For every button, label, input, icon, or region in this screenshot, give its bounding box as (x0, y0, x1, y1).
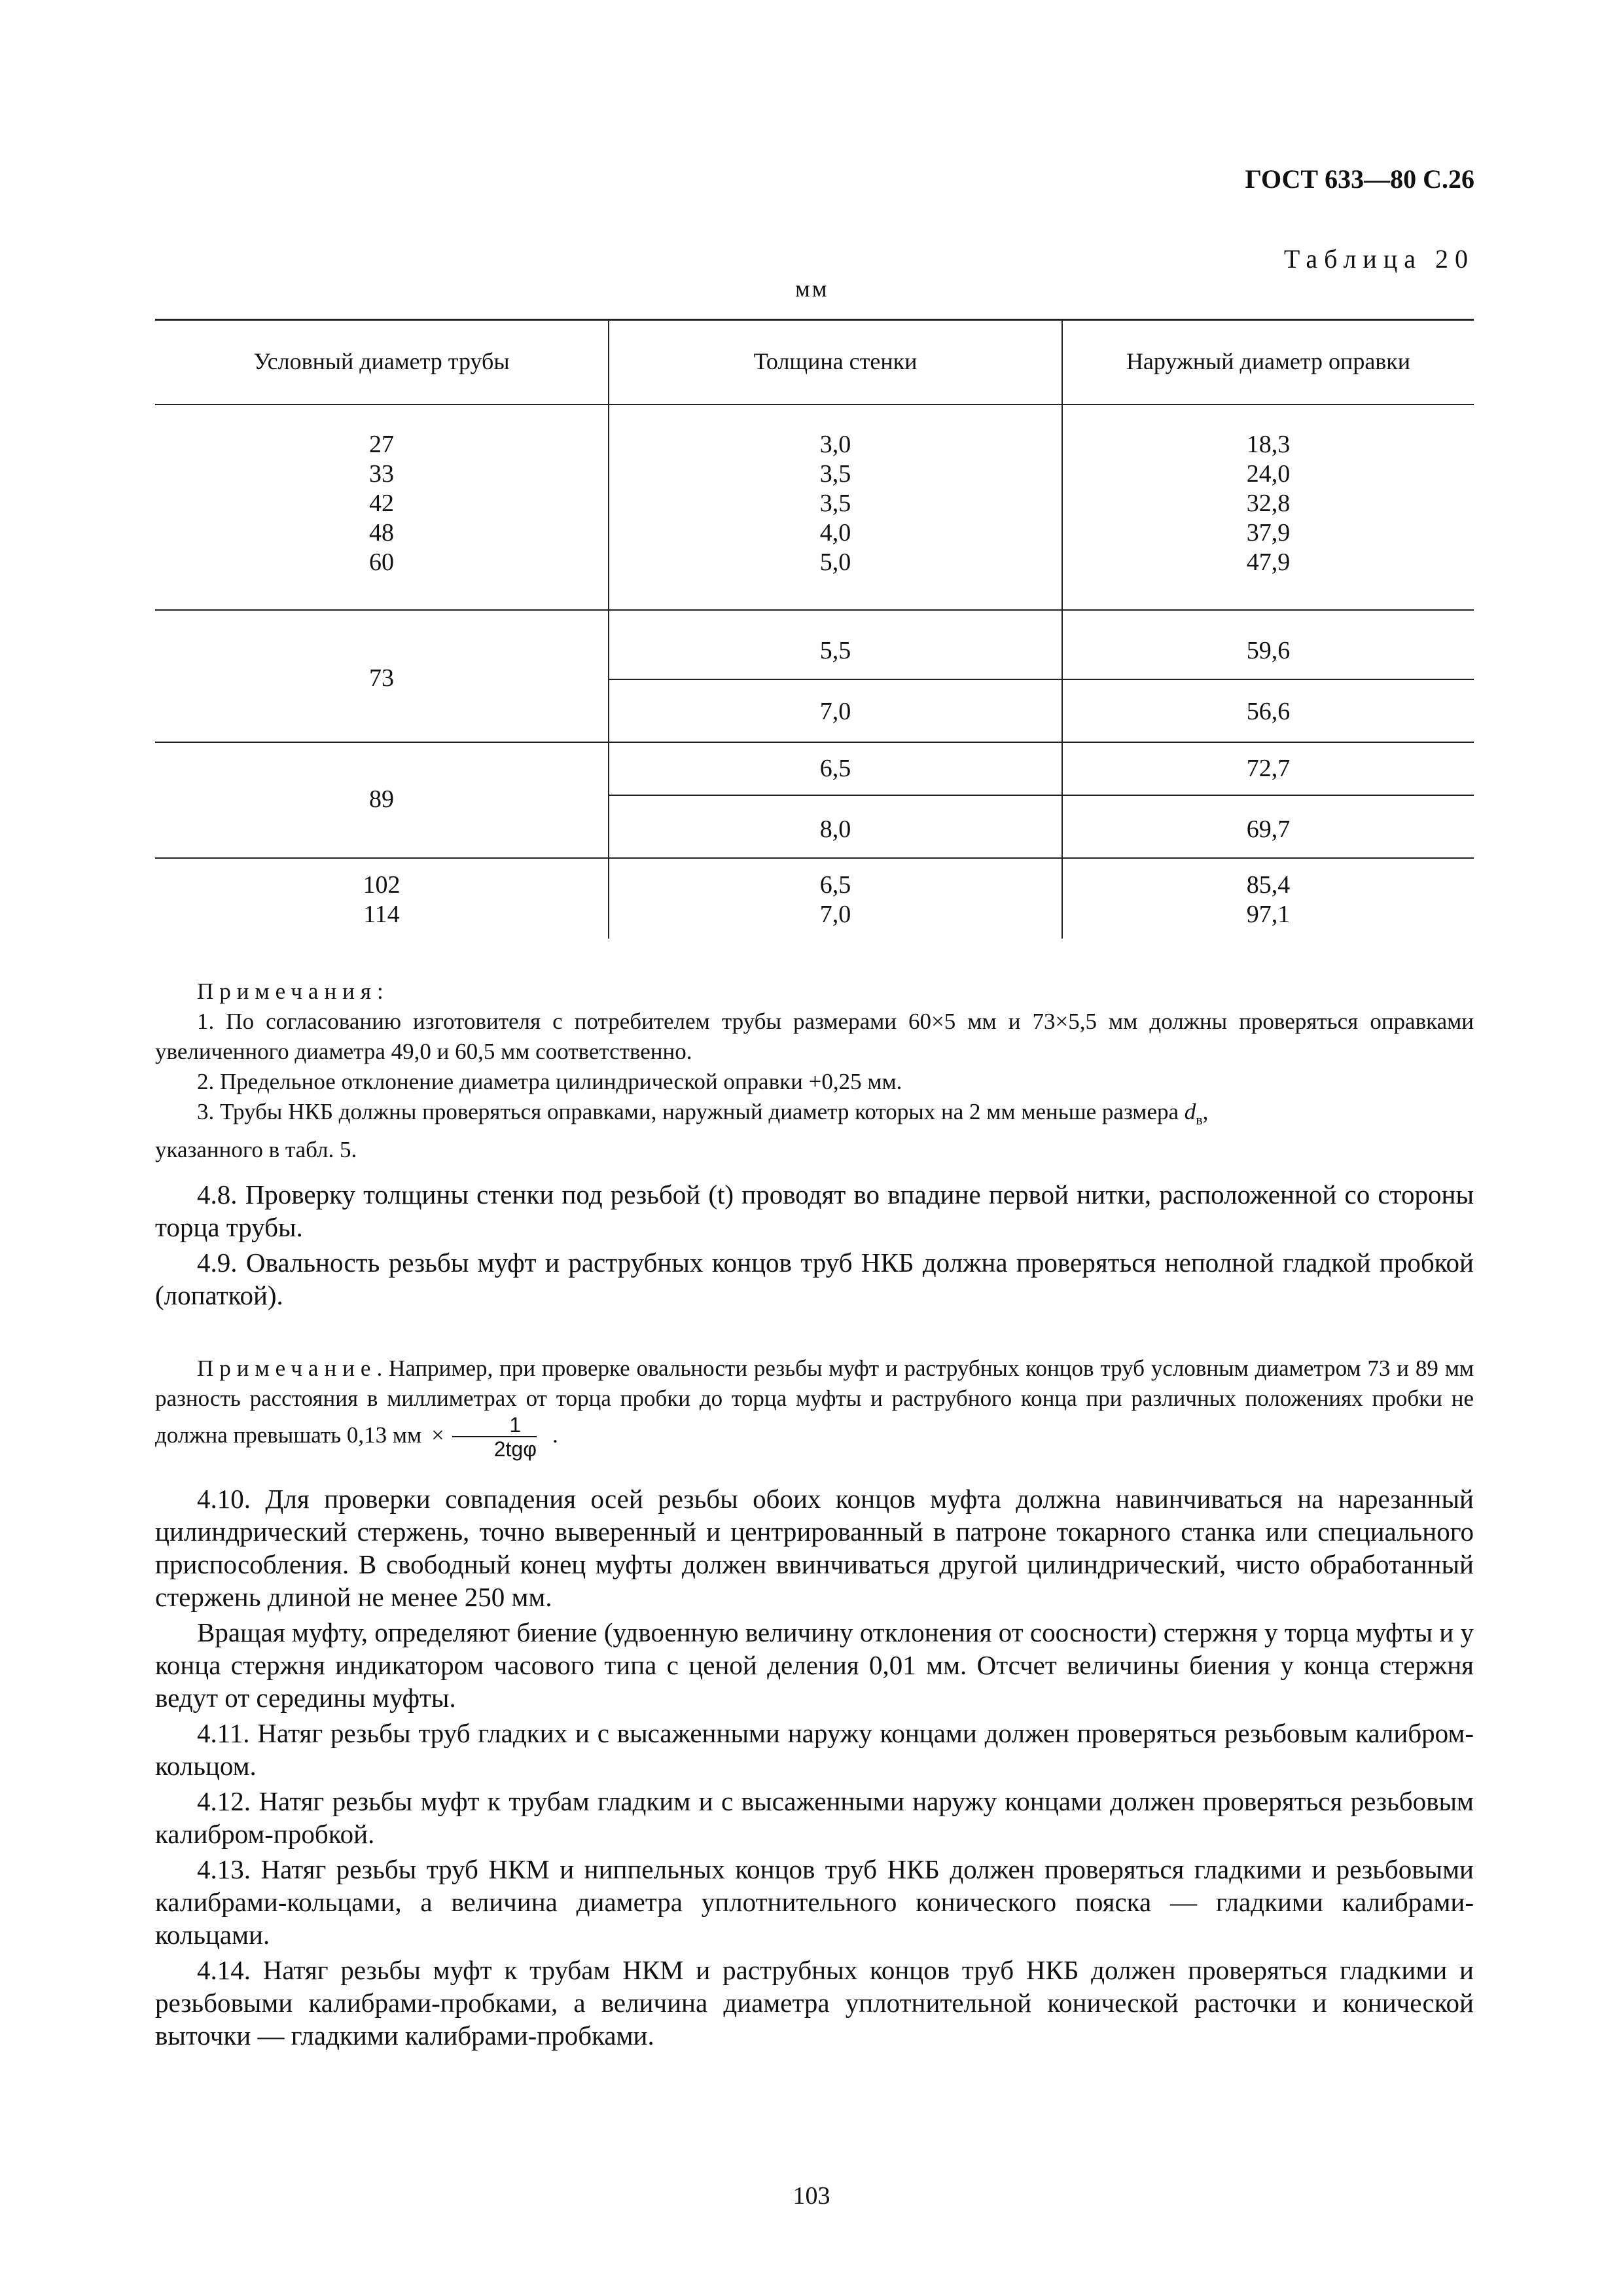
column-header: Толщина стенки (753, 348, 918, 374)
table-units: мм (795, 276, 829, 302)
last-diameters (155, 870, 608, 929)
table-cell: 5,5 (819, 637, 851, 664)
table-cell: 37,9 (1246, 519, 1291, 547)
table-cell: 60 (369, 548, 394, 576)
note-text: . Например, при проверке овальности резьбы муфт и раструбных концов труб условным диаметром 73 и 89 мм разность расстояния в миллиметрах от торца пробки до торца муфты и раструбного конца при различных положениях пробки не должна превышать 0,13 мм (155, 1355, 1474, 1448)
fraction-denominator: 2tgφ (493, 1437, 537, 1461)
table-cell: 89 (369, 785, 394, 813)
paragraph: 4.11. Натяг резьбы труб гладких и с высаженными наружу концами должен проверяться резьбовым калибром-кольцом. (155, 1718, 1474, 1781)
table-cell: 6,5 (819, 871, 851, 899)
table-rule-header (155, 404, 1474, 405)
table-cell: 6,5 (819, 755, 851, 782)
table-cell: 97,1 (1246, 901, 1291, 928)
table-cell: 56,6 (1246, 698, 1291, 725)
note-title: Примечание (197, 1355, 377, 1381)
table-cell: 72,7 (1246, 755, 1291, 782)
notes-title: Примечания: (197, 978, 389, 1004)
section-4-8-4-9 (155, 1178, 1474, 1312)
paragraph: 4.9. Овальность резьбы муфт и раструбных концов труб НКБ должна проверяться неполной гладкой пробкой (лопаткой). (155, 1247, 1474, 1310)
table-col-divider (608, 319, 609, 939)
table-cell: 7,0 (819, 698, 851, 725)
table-col-divider (1061, 319, 1063, 939)
last-walls (609, 870, 1061, 929)
paragraph: 4.14. Натяг резьбы муфт к трубам НКМ и раструбных концов труб НКБ должен проверяться гладкими и резьбовыми калибрами-пробками, а величина диаметра уплотнительной конической расточки и конической выточки — гладкими калибрами-пробками. (155, 1955, 1474, 2051)
table-rule-sub (608, 795, 1474, 796)
paragraph: Вращая муфту, определяют биение (удвоенную величину отклонения от соосности) стержня у торца муфты и у конца стержня индикатором часового типа с ценой деления 0,01 мм. Отсчет величины биения у конца стержня ведут от середины муфты. (155, 1617, 1474, 1713)
symbol-d: d (1184, 1099, 1196, 1124)
group1-walls (609, 430, 1061, 577)
note-text: . (552, 1422, 558, 1448)
last-mandrels (1063, 870, 1474, 929)
table-cell: 42 (369, 490, 394, 517)
table-cell: 48 (369, 519, 394, 547)
note-item-continuation: указанного в табл. 5. (155, 1137, 357, 1162)
fraction-numerator: 1 (452, 1414, 537, 1437)
page-number: 103 (793, 2182, 830, 2210)
table-cell: 5,0 (819, 548, 851, 576)
section-4-10-4-14 (155, 1482, 1474, 2052)
column-header: Условный диаметр трубы (253, 348, 510, 374)
symbol-subscript: в (1196, 1111, 1203, 1128)
table-cell: 4,0 (819, 519, 851, 547)
table-cell: 8,0 (819, 816, 851, 843)
data-table (155, 319, 1474, 939)
table-cell: 59,6 (1246, 637, 1291, 664)
table-label: Таблица 20 (1283, 244, 1474, 274)
table-cell: 102 (363, 871, 401, 899)
note-paragraph (155, 1354, 1474, 1461)
note-item: 1. По согласованию изготовителя с потребителем трубы размерами 60×5 мм и 73×5,5 мм должны проверяться оправками увеличенного диаметра 49,0 и 60,5 мм соответственно. (155, 1009, 1474, 1064)
table-rule-group (155, 742, 1474, 743)
document-header: ГОСТ 633—80 С.26 (1245, 164, 1474, 194)
table-cell: 47,9 (1246, 548, 1291, 576)
table-cell: 24,0 (1246, 460, 1291, 488)
table-rule-group (155, 609, 1474, 611)
note-item: 2. Предельное отклонение диаметра цилиндрической оправки +0,25 мм. (197, 1069, 902, 1094)
note-text: 3. Трубы НКБ должны проверяться оправками, наружный диаметр которых на 2 мм меньше размера (197, 1099, 1185, 1124)
table-cell: 33 (369, 460, 394, 488)
paragraph: 4.10. Для проверки совпадения осей резьбы обоих концов муфта должна навинчиваться на нарезанный цилиндрический стержень, точно выверенный и центрированный в патроне токарного станка или специального приспособления. В свободный конец муфты должен ввинчиваться другой цилиндрический, чисто обработанный стержень длиной не менее 250 мм. (155, 1484, 1474, 1612)
table-cell: 73 (369, 664, 394, 692)
fraction (452, 1414, 537, 1461)
table-cell: 7,0 (819, 901, 851, 928)
table-rule-sub (608, 679, 1474, 680)
table-cell: 3,0 (819, 431, 851, 458)
table-cell: 85,4 (1246, 871, 1291, 899)
table-cell: 3,5 (819, 490, 851, 517)
table-cell: 27 (369, 431, 394, 458)
table-cell: 114 (363, 901, 400, 928)
table-cell: 18,3 (1246, 431, 1291, 458)
group1-mandrels (1063, 430, 1474, 577)
note-text: , (1202, 1099, 1209, 1124)
column-header: Наружный диаметр оправки (1126, 348, 1411, 374)
table-rule-group (155, 857, 1474, 859)
paragraph: 4.13. Натяг резьбы труб НКМ и ниппельных концов труб НКБ должен проверяться гладкими и резьбовыми калибрами-кольцами, а величина диаметра уплотнительного конического пояска — гладкими калибрами-кольцами. (155, 1854, 1474, 1950)
group1-diameters (155, 430, 608, 577)
table-cell: 3,5 (819, 460, 851, 488)
note-item (155, 1097, 1474, 1135)
paragraph: 4.12. Натяг резьбы муфт к трубам гладким и с высаженными наружу концами должен проверяться резьбовым калибром-пробкой. (155, 1786, 1474, 1849)
table-cell: 32,8 (1246, 490, 1291, 517)
paragraph: 4.8. Проверку толщины стенки под резьбой (t) проводят во впадине первой нитки, расположенной со стороны торца трубы. (155, 1179, 1474, 1242)
times-sign: × (431, 1422, 444, 1448)
note-ovality (155, 1354, 1474, 1461)
table-notes (155, 977, 1474, 1165)
table-cell: 69,7 (1246, 816, 1291, 843)
